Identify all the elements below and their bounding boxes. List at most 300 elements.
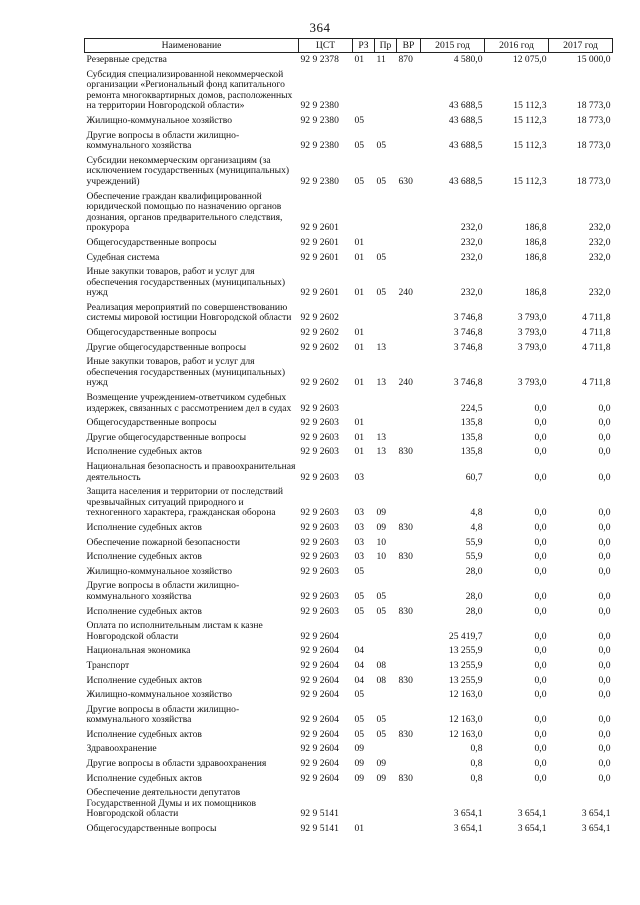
row-cst: 92 9 2604 [300,728,339,740]
table-row [85,416,613,431]
row-value-2016: 3 793,0 [517,341,547,353]
table-body [85,53,613,837]
row-name: Общегосударственные вопросы [86,823,217,835]
row-value-2016: 0,0 [534,402,547,414]
row-vr [397,190,421,236]
table-row [85,236,613,251]
table-row [85,485,613,521]
row-value-2017: 0,0 [598,645,611,657]
row-value-2015: 0,8 [470,772,483,784]
row-vr [397,460,421,485]
row-value-2016: 12 075,0 [512,54,547,65]
row-value-2017: 4 711,8 [582,312,611,324]
row-rz: 05 [354,728,365,740]
row-value-2017: 3 654,1 [581,808,611,820]
row-value-2017: 0,0 [598,590,611,602]
row-rz: 05 [354,114,365,126]
row-cst: 92 9 2604 [300,630,339,642]
table-row [85,565,613,580]
row-rz: 01 [354,54,365,65]
row-vr [397,688,421,703]
row-value-2017: 0,0 [598,743,611,755]
row-vr [397,251,421,266]
table-header-row [85,39,613,53]
table-row [85,521,613,536]
row-name: Судебная система [86,251,160,263]
row-name: Исполнение судебных актов [86,521,202,533]
row-vr [397,757,421,772]
row-value-2015: 28,0 [465,605,483,617]
row-rz [353,619,375,644]
row-cst: 92 9 2603 [300,536,339,548]
row-value-2016: 3 793,0 [517,327,547,339]
row-value-2016: 0,0 [534,689,547,701]
table-row [85,265,613,301]
row-value-2016: 0,0 [534,551,547,563]
row-value-2016: 0,0 [534,417,547,429]
row-value-2017: 0,0 [598,565,611,577]
row-vr: 630 [398,175,413,187]
row-rz: 05 [354,175,365,187]
row-name: Резервные средства [86,54,167,65]
row-rz: 09 [354,758,365,770]
row-cst: 92 9 2601 [300,222,339,234]
table-row [85,114,613,129]
row-name: Транспорт [86,659,130,671]
row-pr: 13 [376,377,387,389]
row-vr: 240 [398,377,413,389]
row-rz: 01 [354,431,365,443]
row-vr: 830 [398,605,413,617]
row-rz: 01 [354,446,365,458]
table-row [85,605,613,620]
row-name: Другие вопросы в области жилищно-коммунального хозяйства [86,129,240,152]
row-cst: 92 9 2602 [300,312,339,324]
row-value-2015: 3 746,8 [453,327,483,339]
row-value-2016: 0,0 [534,630,547,642]
row-vr [397,659,421,674]
row-rz: 09 [354,772,365,784]
row-name: Жилищно-коммунальное хозяйство [86,114,233,126]
row-value-2016: 3 654,1 [517,808,547,820]
row-rz: 04 [354,659,365,671]
table-row [85,251,613,266]
row-rz: 04 [354,674,365,686]
row-cst: 92 9 2602 [300,377,339,389]
row-value-2017: 0,0 [598,446,611,458]
table-row [85,579,613,604]
row-value-2017: 0,0 [598,605,611,617]
row-pr: 05 [376,590,387,602]
row-cst: 92 9 2603 [300,471,339,483]
table-row [85,550,613,565]
row-value-2015: 4,8 [470,507,483,519]
row-cst: 92 9 5141 [300,823,339,835]
row-value-2016: 186,8 [524,251,547,263]
row-name: Субсидия специализированной некоммерческой организации «Региональный фонд капитального ремонта многоквартирных домов, расположенных на территории Новгородской области» [86,68,293,112]
table-row [85,341,613,356]
row-value-2015: 3 746,8 [453,312,483,324]
row-pr: 05 [376,728,387,740]
row-name: Исполнение судебных актов [86,605,202,617]
row-value-2016: 3 793,0 [517,312,547,324]
row-rz: 05 [354,565,365,577]
row-value-2015: 4,8 [470,521,483,533]
row-cst: 92 9 2601 [300,287,339,299]
row-pr: 05 [376,714,387,726]
header-rz: РЗ [353,39,375,53]
row-cst: 92 9 2603 [300,521,339,533]
row-value-2016: 0,0 [534,431,547,443]
table-row [85,688,613,703]
row-name: Национальная безопасность и правоохранительная деятельность [86,461,296,483]
table-row [85,68,613,114]
budget-table [84,38,613,837]
row-value-2017: 232,0 [588,236,611,248]
row-vr [397,786,421,822]
row-rz: 01 [354,341,365,353]
row-value-2017: 0,0 [598,536,611,548]
row-name: Общегосударственные вопросы [86,417,217,429]
row-vr [397,579,421,604]
row-rz: 01 [354,377,365,389]
row-cst: 92 9 2602 [300,327,339,339]
row-rz: 05 [354,689,365,701]
row-pr [375,822,397,837]
row-name: Другие вопросы в области жилищно-коммунального хозяйства [86,580,240,602]
row-pr [375,391,397,416]
row-value-2015: 55,9 [465,551,483,563]
row-rz [353,68,375,114]
row-value-2017: 0,0 [598,689,611,701]
row-rz: 03 [354,536,365,548]
row-value-2015: 4 580,0 [453,54,483,65]
row-rz [353,301,375,326]
row-value-2017: 232,0 [588,222,611,234]
row-vr [397,301,421,326]
table-row [85,742,613,757]
row-vr [397,416,421,431]
header-name: Наименование [85,39,299,53]
row-cst: 92 9 2604 [300,689,339,701]
row-cst: 92 9 2604 [300,674,339,686]
row-pr: 05 [376,251,387,263]
row-value-2017: 18 773,0 [576,114,611,126]
row-value-2017: 0,0 [598,417,611,429]
table-row [85,391,613,416]
table-row [85,822,613,837]
row-value-2015: 3 654,1 [453,808,483,820]
row-rz [353,786,375,822]
table-row [85,154,613,190]
row-vr [397,485,421,521]
table-row [85,326,613,341]
row-pr: 13 [376,341,387,353]
table-row [85,772,613,787]
row-pr: 13 [376,446,387,458]
row-pr: 09 [376,521,387,533]
row-value-2015: 13 255,9 [448,645,483,657]
row-pr [375,190,397,236]
row-value-2015: 12 163,0 [448,714,483,726]
row-value-2015: 25 419,7 [448,630,483,642]
row-vr [397,619,421,644]
row-name: Исполнение судебных актов [86,728,202,740]
row-rz: 05 [354,714,365,726]
row-name: Жилищно-коммунальное хозяйство [86,689,233,701]
row-vr: 830 [398,521,413,533]
row-value-2015: 3 746,8 [453,377,483,389]
row-value-2016: 0,0 [534,590,547,602]
row-value-2015: 232,0 [460,222,483,234]
row-vr: 830 [398,446,413,458]
row-pr: 05 [376,605,387,617]
row-vr [397,391,421,416]
row-value-2017: 0,0 [598,431,611,443]
row-rz: 05 [354,590,365,602]
row-value-2016: 0,0 [534,507,547,519]
row-value-2017: 15 000,0 [576,54,611,65]
row-pr [375,326,397,341]
row-cst: 92 9 2601 [300,251,339,263]
table-row [85,445,613,460]
row-cst: 92 9 2604 [300,772,339,784]
row-value-2015: 43 688,5 [448,114,483,126]
row-pr: 13 [376,431,387,443]
header-2015: 2015 год [421,39,485,53]
row-rz: 03 [354,521,365,533]
row-pr: 05 [376,175,387,187]
header-cst: ЦСТ [299,39,353,53]
row-rz: 01 [354,823,365,835]
row-value-2017: 18 773,0 [576,100,611,112]
table-row [85,129,613,154]
row-rz: 04 [354,645,365,657]
row-value-2016: 186,8 [524,236,547,248]
row-pr [375,786,397,822]
row-value-2016: 0,0 [534,521,547,533]
row-cst: 92 9 2604 [300,758,339,770]
row-value-2016: 0,0 [534,605,547,617]
row-rz [353,190,375,236]
row-value-2015: 12 163,0 [448,689,483,701]
row-value-2016: 3 654,1 [517,823,547,835]
row-value-2015: 3 746,8 [453,341,483,353]
page-number: 364 [309,20,331,35]
row-rz: 05 [354,605,365,617]
row-rz: 01 [354,251,365,263]
row-rz: 05 [354,140,365,152]
row-value-2015: 55,9 [465,536,483,548]
row-pr: 08 [376,674,387,686]
row-value-2015: 28,0 [465,590,483,602]
row-value-2017: 0,0 [598,714,611,726]
row-value-2015: 232,0 [460,236,483,248]
row-value-2017: 0,0 [598,551,611,563]
row-name: Оплата по исполнительным листам к казне Новгородской области [86,620,263,642]
table-row [85,619,613,644]
row-value-2016: 15 112,3 [513,175,547,187]
row-cst: 92 9 2603 [300,565,339,577]
row-value-2016: 0,0 [534,659,547,671]
row-value-2015: 13 255,9 [448,659,483,671]
row-pr: 09 [376,507,387,519]
row-cst: 92 9 2603 [300,402,339,414]
header-2017: 2017 год [549,39,613,53]
row-value-2015: 232,0 [460,287,483,299]
row-value-2016: 0,0 [534,471,547,483]
row-pr [375,236,397,251]
row-value-2016: 0,0 [534,674,547,686]
row-vr [397,114,421,129]
row-pr: 11 [376,54,386,65]
row-pr [375,644,397,659]
row-cst: 92 9 2380 [300,114,339,126]
row-vr [397,565,421,580]
header-2016: 2016 год [485,39,549,53]
row-pr [375,114,397,129]
row-cst: 92 9 2603 [300,507,339,519]
row-pr [375,565,397,580]
row-rz [353,391,375,416]
row-value-2016: 0,0 [534,728,547,740]
row-cst: 92 9 2603 [300,417,339,429]
table-row [85,460,613,485]
row-cst: 92 9 2604 [300,645,339,657]
row-vr [397,742,421,757]
row-value-2017: 18 773,0 [576,140,611,152]
row-cst: 92 9 2603 [300,590,339,602]
row-cst: 92 9 2604 [300,659,339,671]
row-value-2015: 12 163,0 [448,728,483,740]
row-name: Возмещение учреждением-ответчиком судебных издержек, связанных с рассмотрением дел в судах [86,392,292,414]
row-value-2016: 0,0 [534,565,547,577]
row-name: Обеспечение деятельности депутатов Государственной Думы и их помощников Новгородской области [86,787,257,820]
row-value-2015: 232,0 [460,251,483,263]
row-name: Другие вопросы в области жилищно-коммунального хозяйства [86,703,240,726]
row-vr: 830 [398,728,413,740]
row-name: Обеспечение граждан квалифицированной юридической помощью по назначению органов дознания, органов предварительного следствия, прокурора [86,190,283,234]
row-value-2016: 0,0 [534,714,547,726]
table-row [85,431,613,446]
row-cst: 92 9 2603 [300,446,339,458]
row-value-2015: 135,8 [460,431,483,443]
row-value-2017: 4 711,8 [582,327,611,339]
table-row [85,728,613,743]
row-name: Жилищно-коммунальное хозяйство [86,565,233,577]
row-value-2017: 232,0 [588,287,611,299]
row-value-2017: 0,0 [598,728,611,740]
row-value-2016: 15 112,3 [513,114,547,126]
row-vr [397,341,421,356]
row-vr [397,68,421,114]
row-pr: 09 [376,758,387,770]
row-name: Исполнение судебных актов [86,446,202,458]
table-row [85,674,613,689]
row-value-2016: 0,0 [534,772,547,784]
row-name: Национальная экономика [86,645,191,657]
row-value-2017: 0,0 [598,772,611,784]
row-vr: 870 [398,54,413,65]
row-value-2017: 4 711,8 [582,377,611,389]
row-pr: 09 [376,772,387,784]
row-name: Другие общегосударственные вопросы [86,341,247,353]
row-name: Другие вопросы в области здравоохранения [86,758,267,770]
row-name: Обеспечение пожарной безопасности [86,536,241,548]
row-rz: 01 [354,417,365,429]
row-value-2017: 0,0 [598,659,611,671]
row-pr [375,688,397,703]
row-rz: 01 [354,236,365,248]
header-vr: ВР [397,39,421,53]
row-value-2016: 0,0 [534,645,547,657]
row-cst: 92 9 5141 [300,808,339,820]
row-cst: 92 9 2603 [300,605,339,617]
table-row [85,644,613,659]
row-name: Исполнение судебных актов [86,674,202,686]
row-value-2017: 18 773,0 [576,175,611,187]
table-row [85,703,613,728]
row-value-2015: 13 255,9 [448,674,483,686]
row-value-2017: 0,0 [598,521,611,533]
table-row [85,301,613,326]
row-value-2015: 0,8 [470,743,483,755]
table-row [85,53,613,68]
row-value-2017: 0,0 [598,471,611,483]
row-pr [375,68,397,114]
row-name: Субсидии некоммерческим организациям (за исключением государственных (муниципальных) учреждений) [86,154,290,187]
row-cst: 92 9 2380 [300,100,339,112]
row-value-2017: 232,0 [588,251,611,263]
row-value-2016: 0,0 [534,743,547,755]
row-value-2016: 186,8 [524,222,547,234]
table-row [85,786,613,822]
row-rz: 09 [354,743,365,755]
row-pr: 05 [376,287,387,299]
row-name: Здравоохранение [86,743,157,755]
row-value-2017: 0,0 [598,674,611,686]
row-name: Общегосударственные вопросы [86,327,217,339]
row-pr [375,742,397,757]
row-vr [397,129,421,154]
row-vr: 830 [398,674,413,686]
row-pr: 05 [376,140,387,152]
row-cst: 92 9 2604 [300,743,339,755]
table-row [85,355,613,391]
row-value-2016: 186,8 [524,287,547,299]
row-pr [375,460,397,485]
row-rz: 03 [354,507,365,519]
row-cst: 92 9 2380 [300,175,339,187]
row-vr [397,703,421,728]
row-vr: 240 [398,287,413,299]
row-vr [397,431,421,446]
row-pr: 08 [376,659,387,671]
row-value-2017: 0,0 [598,630,611,642]
row-vr: 830 [398,551,413,563]
row-value-2016: 0,0 [534,758,547,770]
table-row [85,536,613,551]
row-value-2017: 3 654,1 [581,823,611,835]
row-cst: 92 9 2603 [300,551,339,563]
header-pr: Пр [375,39,397,53]
row-value-2015: 135,8 [460,417,483,429]
row-vr: 830 [398,772,413,784]
row-value-2016: 15 112,3 [513,100,547,112]
row-rz: 01 [354,327,365,339]
row-value-2015: 0,8 [470,758,483,770]
table-row [85,659,613,674]
